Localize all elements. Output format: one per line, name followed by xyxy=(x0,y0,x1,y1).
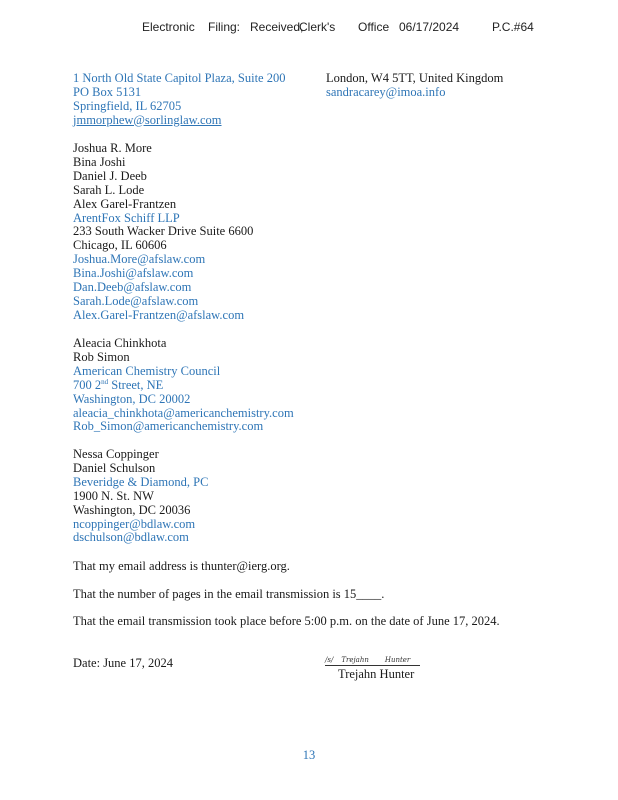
attorney-name: Rob Simon xyxy=(73,349,130,364)
statement-email: That my email address is thunter@ierg.org. xyxy=(73,559,290,573)
statement-time: That the email transmission took place before 5:00 p.m. on the date of June 17, 2024. xyxy=(73,614,500,628)
address-line: Washington, DC 20036 xyxy=(73,502,191,517)
signature-block xyxy=(325,656,420,682)
statement-pages: That the number of pages in the email transmission is 15____. xyxy=(73,587,385,601)
service-block-beveridge xyxy=(73,448,208,545)
email-link[interactable]: Alex.Garel-Frantzen@afslaw.com xyxy=(73,307,245,322)
attorney-name: Sarah L. Lode xyxy=(73,182,145,197)
signature-first: Trejahn xyxy=(341,656,369,664)
email-link[interactable]: Bina.Joshi@afslaw.com xyxy=(73,266,194,281)
address-line: 1900 N. St. NW xyxy=(73,488,154,503)
header-received: Received, xyxy=(250,20,304,34)
header-clerks: Clerk's xyxy=(299,20,336,34)
header-pc-number: P.C.#64 xyxy=(492,20,534,34)
signature-last: Hunter xyxy=(384,656,411,664)
street-number: 700 2 xyxy=(73,377,102,392)
email-link[interactable]: jmmorphew@sorlinglaw.com xyxy=(73,112,222,127)
service-block-imoa xyxy=(326,72,503,100)
address-line: Springfield, IL 62705 xyxy=(73,98,182,113)
header-electronic: Electronic xyxy=(142,20,195,34)
firm-name: Beveridge & Diamond, PC xyxy=(73,474,209,489)
address-line: PO Box 5131 xyxy=(73,84,142,99)
header-office: Office xyxy=(358,20,390,34)
email-link[interactable]: aleacia_chinkhota@americanchemistry.com xyxy=(73,405,294,420)
email-link[interactable]: dschulson@bdlaw.com xyxy=(73,530,189,545)
firm-name: ArentFox Schiff LLP xyxy=(73,210,180,225)
address-line: 1 North Old State Capitol Plaza, Suite 200 xyxy=(73,71,286,85)
service-block-acc xyxy=(73,337,294,434)
address-line: London, W4 5TT, United Kingdom xyxy=(326,71,504,85)
page-number: 13 xyxy=(302,748,316,762)
attorney-name: Daniel Schulson xyxy=(73,460,156,475)
attorney-name: Nessa Coppinger xyxy=(73,447,159,461)
service-block-sorling xyxy=(73,72,285,128)
org-name: American Chemistry Council xyxy=(73,363,221,378)
street-name: Street, NE xyxy=(108,377,164,392)
signature-s-mark: /s/ xyxy=(325,656,334,664)
signer-name: Trejahn Hunter xyxy=(338,667,415,681)
email-link[interactable]: Rob_Simon@americanchemistry.com xyxy=(73,419,264,434)
address-line: Washington, DC 20002 xyxy=(73,391,191,406)
street-ordinal: nd xyxy=(101,377,109,386)
header-filing: Filing: xyxy=(208,20,241,34)
attorney-name: Bina Joshi xyxy=(73,154,126,169)
attorney-name: Daniel J. Deeb xyxy=(73,168,147,183)
email-link[interactable]: ncoppinger@bdlaw.com xyxy=(73,516,196,531)
attorney-name: Alex Garel-Frantzen xyxy=(73,196,177,211)
date-line: Date: June 17, 2024 xyxy=(73,656,173,670)
service-block-arentfox xyxy=(73,142,253,323)
address-line: 233 South Wacker Drive Suite 6600 xyxy=(73,224,254,239)
signature-line xyxy=(325,656,420,666)
filing-header xyxy=(0,20,618,36)
email-link[interactable]: Joshua.More@afslaw.com xyxy=(73,252,206,267)
email-link[interactable]: sandracarey@imoa.info xyxy=(326,84,446,99)
attorney-name: Aleacia Chinkhota xyxy=(73,336,167,350)
email-link[interactable]: Dan.Deeb@afslaw.com xyxy=(73,280,192,295)
email-link[interactable]: Sarah.Lode@afslaw.com xyxy=(73,293,199,308)
attorney-name: Joshua R. More xyxy=(73,141,152,155)
header-date: 06/17/2024 xyxy=(399,20,460,34)
address-line xyxy=(73,379,294,393)
address-line: Chicago, IL 60606 xyxy=(73,238,167,253)
